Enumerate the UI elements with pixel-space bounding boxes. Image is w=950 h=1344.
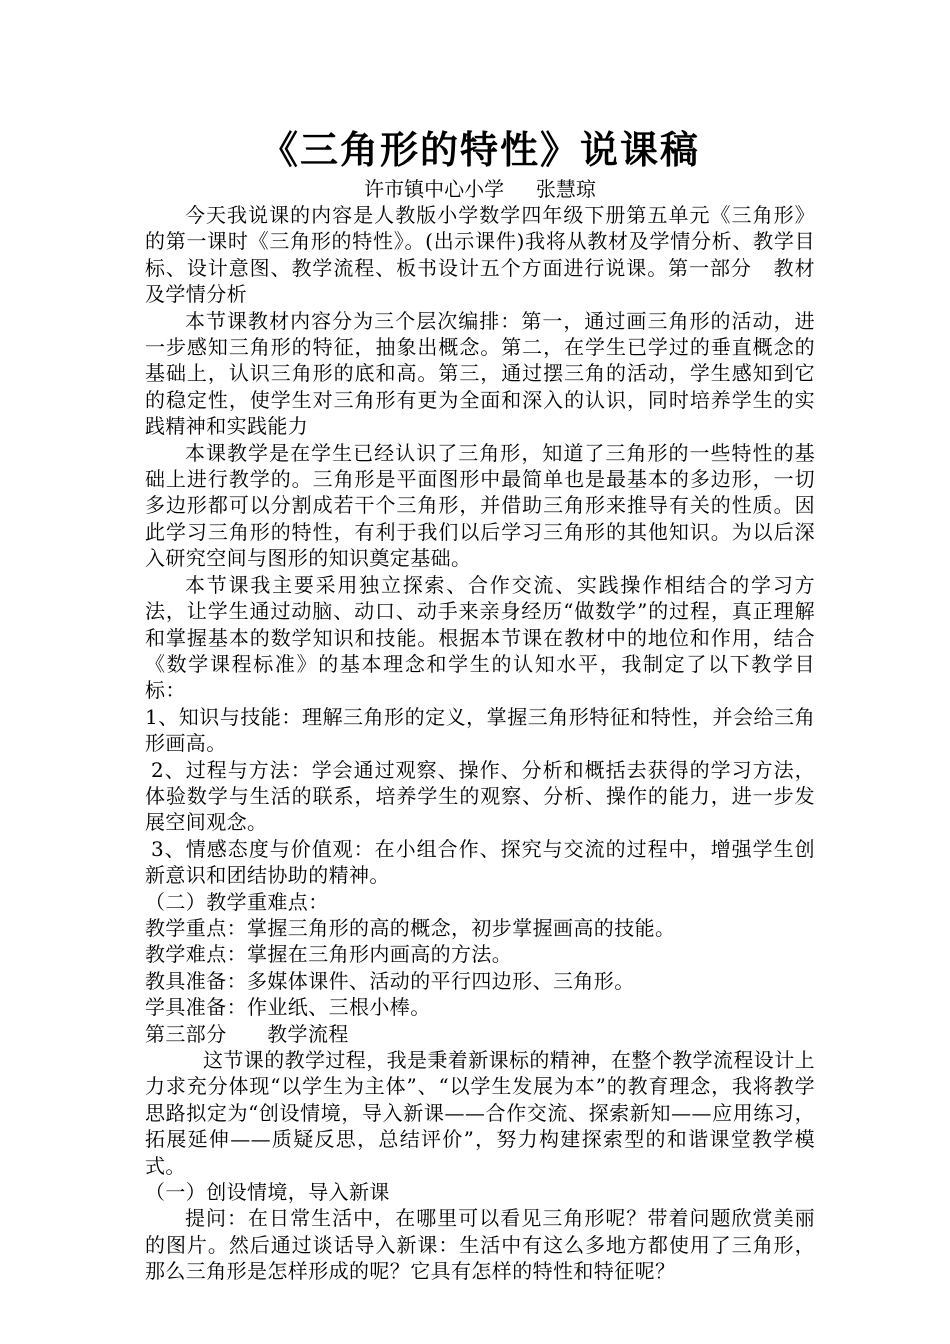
paragraph-question: 提问：在日常生活中，在哪里可以看见三角形呢？带着问题欣赏美丽的图片。然后通过谈话导入新课：生活中有这么多地方都使用了三角形，那么三角形是怎样形成的呢？它具有怎样的特性和特征呢？ <box>145 1206 815 1284</box>
document-author: 许市镇中心小学 张慧琼 <box>364 177 596 201</box>
teaching-focus: 教学重点：掌握三角形的高的概念，初步掌握画高的技能。 <box>145 915 676 940</box>
document-page <box>145 124 815 1285</box>
objective-process: 2、过程与方法：学会通过观察、操作、分析和概括去获得的学习方法，体验数学与生活的联系，培养学生的观察、分析、操作的能力，进一步发展空间观念。 <box>145 757 815 835</box>
paragraph-learner-analysis: 本课教学是在学生已经认识了三角形，知道了三角形的一些特性的基础上进行教学的。三角形是平面图形中最简单也是最基本的多边形，一切多边形都可以分割成若干个三角形，并借助三角形来推导有关的性质。因此学习三角形的特性，有利于我们以后学习三角形的其他知识。为以后深入研究空间与图形的知识奠定基础。 <box>145 440 815 571</box>
student-materials: 学具准备：作业纸、三根小棒。 <box>145 995 431 1020</box>
objective-knowledge: 1、知识与技能：理解三角形的定义，掌握三角形特征和特性，并会给三角形画高。 <box>145 704 815 756</box>
paragraph-intro: 今天我说课的内容是人教版小学数学四年级下册第五单元《三角形》的第一课时《三角形的特性》。(出示课件)我将从教材及学情分析、教学目标、设计意图、教学流程、板书设计五个方面进行说课。第一部分 教材及学情分析 <box>145 203 815 307</box>
teaching-aids: 教具准备：多媒体课件、活动的平行四边形、三角形。 <box>145 968 635 993</box>
section-create-situation: （一）创设情境，导入新课 <box>145 1180 390 1205</box>
section-key-points: （二）教学重难点： <box>145 889 329 914</box>
section-teaching-process: 第三部分 教学流程 <box>145 1021 349 1046</box>
objective-emotion: 3、情感态度与价值观：在小组合作、探究与交流的过程中，增强学生创新意识和团结协助的精神。 <box>145 836 815 888</box>
teaching-difficulty: 教学难点：掌握在三角形内画高的方法。 <box>145 942 513 967</box>
paragraph-learning-methods: 本节课我主要采用独立探索、合作交流、实践操作相结合的学习方法，让学生通过动脑、动口、动手来亲身经历“做数学”的过程，真正理解和掌握基本的数学知识和技能。根据本节课在教材中的地位和作用，结合《数学课程标准》的基本理念和学生的认知水平，我制定了以下教学目标： <box>145 572 815 703</box>
document-title: 《三角形的特性》说课稿 <box>259 128 700 172</box>
paragraph-textbook-content: 本节课教材内容分为三个层次编排：第一，通过画三角形的活动，进一步感知三角形的特征，抽象出概念。第二，在学生已学过的垂直概念的基础上，认识三角形的底和高。第三，通过摆三角的活动，学生感知到它的稳定性，使学生对三角形有更为全面和深入的认识，同时培养学生的实践精神和实践能力 <box>145 308 815 439</box>
paragraph-process-overview: 这节课的教学过程，我是秉着新课标的精神，在整个教学流程设计上力求充分体现“以学生为主体”、“以学生发展为本”的教育理念，我将教学思路拟定为“创设情境，导入新课——合作交流、探索新知——应用练习，拓展延伸——质疑反思，总结评价”，努力构建探索型的和谐课堂教学模式。 <box>145 1048 815 1178</box>
